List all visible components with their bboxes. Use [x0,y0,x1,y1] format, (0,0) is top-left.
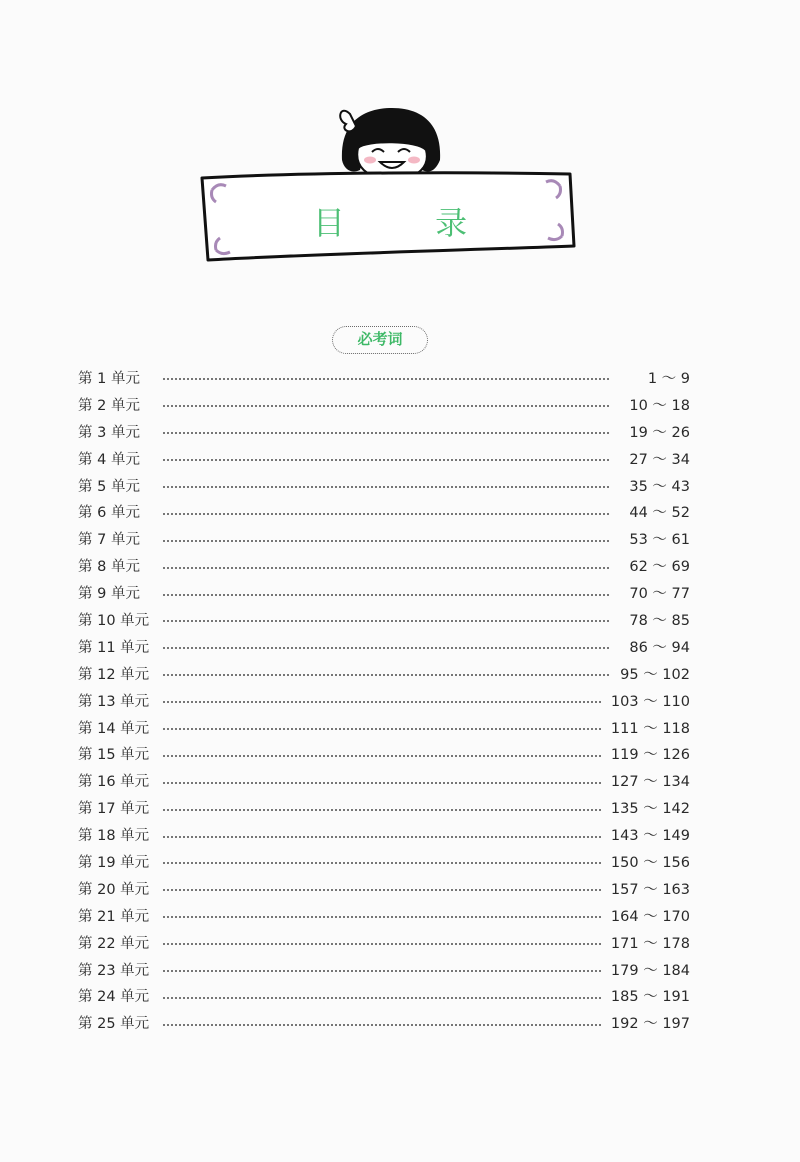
toc-unit-label: 第 21 单元 [78,908,150,925]
toc-dot-leader [162,809,603,811]
toc-dot-leader [162,647,610,649]
toc-page-range: 111 ～ 118 [610,720,690,737]
toc-page-range: 19 ～ 26 [629,424,690,441]
toc-dot-leader [162,594,610,596]
toc-row [78,418,690,445]
toc-page-range: 164 ～ 170 [610,908,690,925]
toc-row [78,902,690,929]
toc-unit-label: 第 22 单元 [78,935,150,952]
toc-row [78,445,690,472]
toc-dot-leader [162,728,603,730]
toc-row [78,848,690,875]
toc-page-range: 185 ～ 191 [610,989,690,1006]
toc-dot-leader [162,620,610,622]
toc-page-range: 143 ～ 149 [610,828,690,845]
toc-page-range: 119 ～ 126 [610,747,690,764]
section-badge: 必考词 [332,326,428,354]
toc-row [78,633,690,660]
toc-dot-leader [162,486,610,488]
toc-row [78,767,690,794]
page-title: 目 录 [312,204,508,242]
toc-page-range: 157 ～ 163 [610,881,690,898]
toc-page-range: 53 ～ 61 [629,532,690,549]
toc-row [78,982,690,1009]
toc-dot-leader [162,432,610,434]
toc-unit-label: 第 1 单元 [78,370,140,387]
toc-dot-leader [162,567,610,569]
toc-page-range: 192 ～ 197 [610,1016,690,1033]
toc-page-range: 35 ～ 43 [629,478,690,495]
toc-row [78,498,690,525]
toc-unit-label: 第 2 单元 [78,397,140,414]
toc-page-range: 27 ～ 34 [629,451,690,468]
toc-unit-label: 第 6 单元 [78,505,140,522]
toc-dot-leader [162,674,610,676]
toc-unit-label: 第 8 单元 [78,559,140,576]
toc-unit-label: 第 9 单元 [78,586,140,603]
toc-page-range: 150 ～ 156 [610,854,690,871]
toc-row [78,606,690,633]
toc-unit-label: 第 3 单元 [78,424,140,441]
toc-dot-leader [162,782,603,784]
toc-dot-leader [162,405,610,407]
toc-page-range: 171 ～ 178 [610,935,690,952]
toc-row [78,579,690,606]
toc-row [78,687,690,714]
toc-page-range: 78 ～ 85 [629,612,690,629]
toc-unit-label: 第 15 单元 [78,747,150,764]
toc-row [78,660,690,687]
toc-unit-label: 第 17 单元 [78,801,150,818]
toc-row [78,714,690,741]
toc-dot-leader [162,513,610,515]
toc-dot-leader [162,540,610,542]
toc-unit-label: 第 19 单元 [78,854,150,871]
toc-unit-label: 第 20 单元 [78,881,150,898]
toc-page-range: 135 ～ 142 [610,801,690,818]
toc-row [78,1009,690,1036]
toc-dot-leader [162,836,603,838]
toc-dot-leader [162,862,603,864]
toc-dot-leader [162,889,603,891]
toc-page-range: 103 ～ 110 [610,693,690,710]
toc-unit-label: 第 25 单元 [78,1016,150,1033]
toc-dot-leader [162,997,603,999]
toc-dot-leader [162,916,603,918]
toc-dot-leader [162,378,610,380]
toc-unit-label: 第 12 单元 [78,666,150,683]
cartoon-girl-sign-icon [190,100,590,275]
toc-dot-leader [162,459,610,461]
toc-page-range: 86 ～ 94 [629,639,690,656]
toc-row [78,552,690,579]
toc-row [78,391,690,418]
toc-row [78,740,690,767]
toc-unit-label: 第 13 单元 [78,693,150,710]
toc-unit-label: 第 23 单元 [78,962,150,979]
toc-page-range: 44 ～ 52 [629,505,690,522]
toc-dot-leader [162,943,603,945]
toc-unit-label: 第 14 单元 [78,720,150,737]
toc-unit-label: 第 11 单元 [78,639,150,656]
toc-row [78,929,690,956]
toc-row [78,472,690,499]
toc-page-range: 95 ～ 102 [620,666,690,683]
toc-unit-label: 第 18 单元 [78,828,150,845]
toc-row [78,525,690,552]
toc-unit-label: 第 5 单元 [78,478,140,495]
toc-row [78,956,690,983]
toc-unit-label: 第 16 单元 [78,774,150,791]
toc-dot-leader [162,701,603,703]
toc-row [78,875,690,902]
toc-dot-leader [162,970,603,972]
toc-dot-leader [162,1024,603,1026]
toc-page-range: 62 ～ 69 [629,559,690,576]
toc-unit-label: 第 24 单元 [78,989,150,1006]
toc-unit-label: 第 4 单元 [78,451,140,468]
toc-page-range: 10 ～ 18 [629,397,690,414]
title-banner [190,100,590,275]
toc-row [78,821,690,848]
toc-row [78,794,690,821]
toc-unit-label: 第 7 单元 [78,532,140,549]
toc-dot-leader [162,755,603,757]
toc-page-range: 179 ～ 184 [610,962,690,979]
toc-page-range: 70 ～ 77 [629,586,690,603]
toc-page-range: 1 ～ 9 [647,370,690,387]
toc-page-range: 127 ～ 134 [610,774,690,791]
toc-row [78,364,690,391]
toc-list [78,364,690,1036]
toc-unit-label: 第 10 单元 [78,612,150,629]
